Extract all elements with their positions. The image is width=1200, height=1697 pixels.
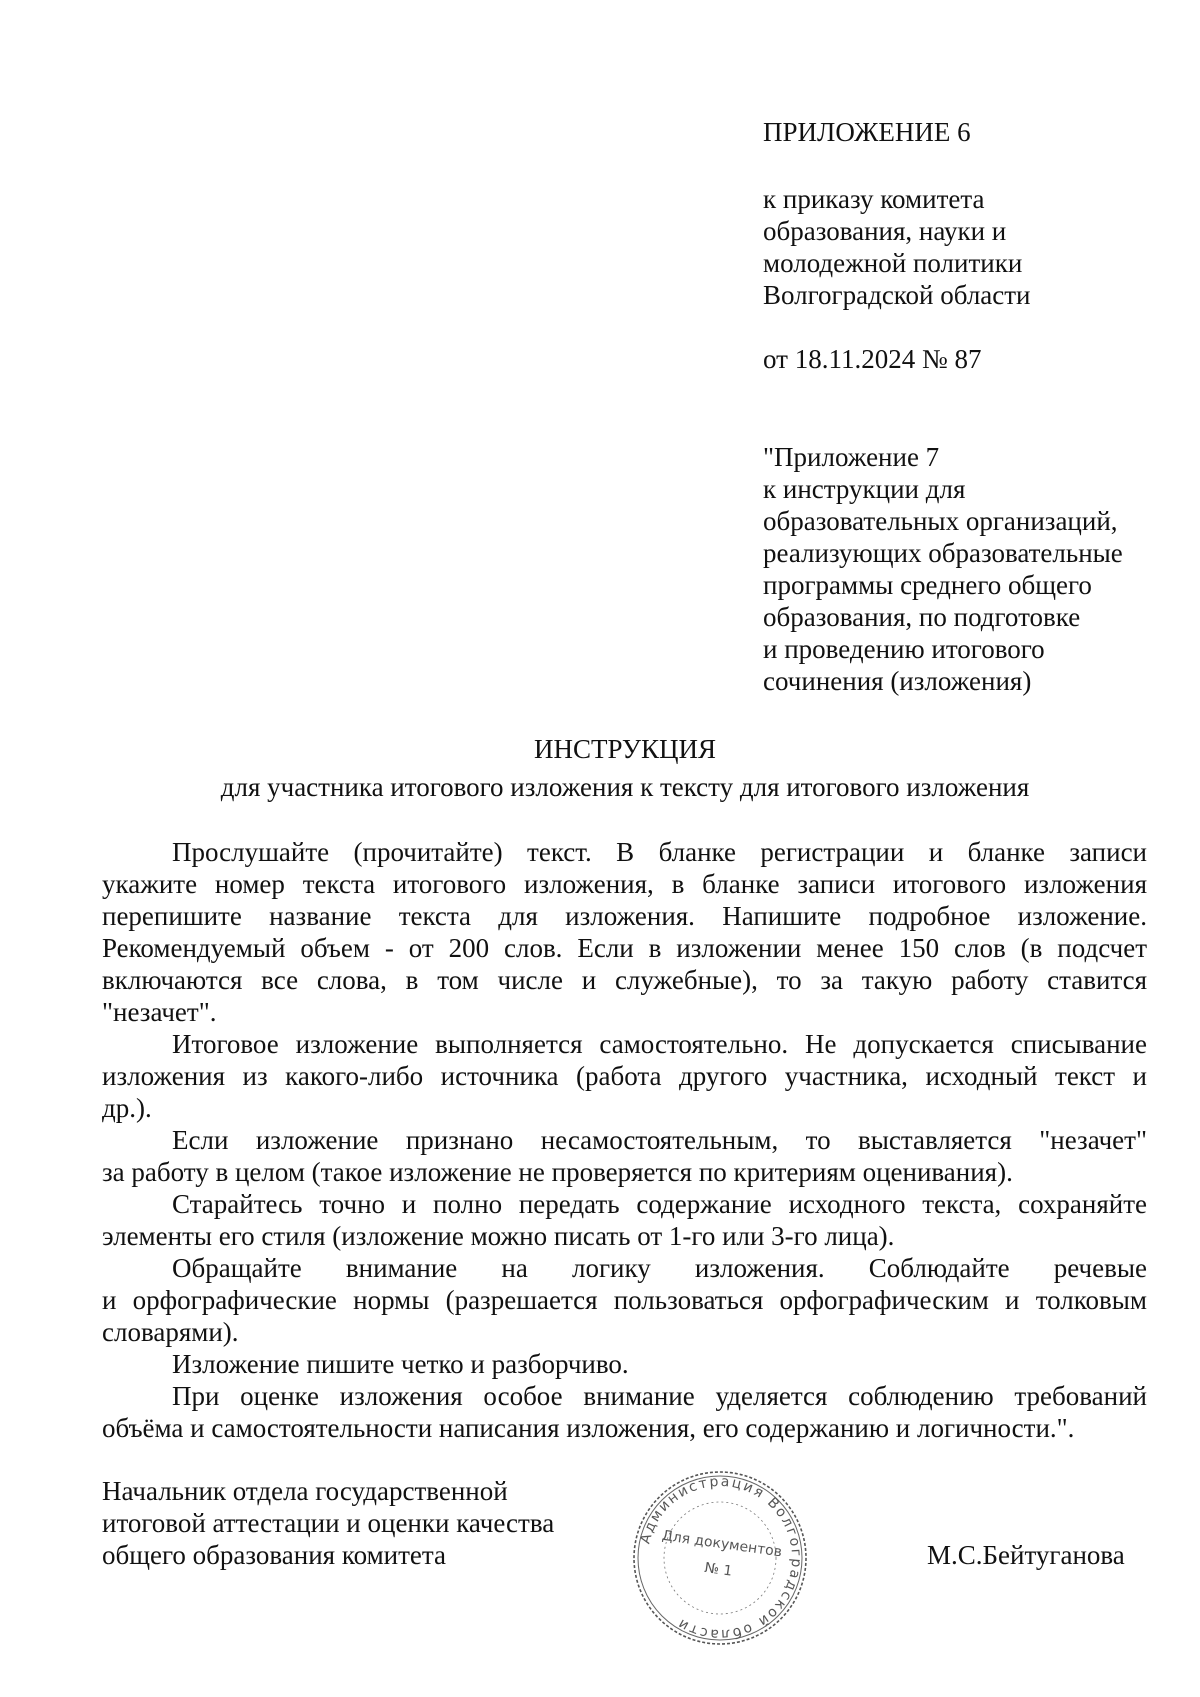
appendix-title: ПРИЛОЖЕНИЕ 6 — [763, 117, 971, 147]
paragraph-line: изложения из какого-либо источника (работа другого участника, исходный текст и — [102, 1061, 1147, 1091]
order-line: Волгоградской области — [763, 280, 1031, 310]
paragraph-line: элементы его стиля (изложение можно писать от 1-го или 3-го лица). — [102, 1221, 895, 1251]
body-paragraph-1 — [102, 836, 1147, 1028]
body-paragraph-2 — [102, 1028, 1147, 1124]
paragraph-line: При оценке изложения особое внимание уделяется соблюдению требований — [172, 1381, 1147, 1411]
paragraph-line: включаются все слова, в том числе и служебные), то за такую работу ставится — [102, 965, 1147, 995]
order-reference: от 18.11.2024 № 87 — [763, 344, 982, 374]
instruction-appendix-line: образовательных организаций, — [763, 506, 1118, 536]
paragraph-line: Изложение пишите четко и разборчиво. — [172, 1349, 629, 1379]
order-line: молодежной политики — [763, 248, 1023, 278]
paragraph-line: Прослушайте (прочитайте) текст. В бланке регистрации и бланке записи — [172, 837, 1147, 867]
paragraph-line: Старайтесь точно и полно передать содержание исходного текста, сохраняйте — [172, 1189, 1147, 1219]
instruction-appendix-line: сочинения (изложения) — [763, 666, 1032, 696]
paragraph-line: перепишите название текста для изложения. Напишите подробное изложение. — [102, 901, 1147, 931]
paragraph-line: укажите номер текста итогового изложения, в бланке записи итогового изложения — [102, 869, 1147, 899]
paragraph-line: Обращайте внимание на логику изложения. Соблюдайте речевые — [172, 1253, 1147, 1283]
paragraph-line: за работу в целом (такое изложение не проверяется по критериям оценивания). — [102, 1157, 1013, 1187]
signatory-position-line: Начальник отдела государственной — [102, 1476, 508, 1506]
signatory-name: М.С.Бейтуганова — [927, 1540, 1125, 1570]
signatory-position-line: общего образования комитета — [102, 1540, 446, 1570]
document-title: ИНСТРУКЦИЯ — [534, 734, 716, 764]
order-line: к приказу комитета — [763, 184, 985, 214]
order-line: образования, науки и — [763, 216, 1007, 246]
body-paragraph-6 — [102, 1348, 1147, 1380]
instruction-appendix-line: "Приложение 7 — [763, 442, 940, 472]
instruction-appendix-line: образования, по подготовке — [763, 602, 1081, 632]
paragraph-line: Итоговое изложение выполняется самостоятельно. Не допускается списывание — [172, 1029, 1147, 1059]
seal-number: № 1 — [703, 1560, 734, 1580]
paragraph-line: словарями). — [102, 1317, 239, 1347]
instruction-appendix-line: и проведению итогового — [763, 634, 1045, 664]
paragraph-line: и орфографические нормы (разрешается пользоваться орфографическим и толковым — [102, 1285, 1147, 1315]
body-paragraph-5 — [102, 1252, 1147, 1348]
signatory-position-line: итоговой аттестации и оценки качества — [102, 1508, 555, 1538]
paragraph-line: Рекомендуемый объем - от 200 слов. Если в изложении менее 150 слов (в подсчет — [102, 933, 1147, 963]
instruction-appendix-line: программы среднего общего — [763, 570, 1092, 600]
paragraph-line: объёма и самостоятельности написания изложения, его содержанию и логичности.". — [102, 1413, 1075, 1443]
seal-inner-text: Для документов — [660, 1527, 783, 1561]
paragraph-line: "незачет". — [102, 997, 217, 1027]
body-paragraph-3 — [102, 1124, 1147, 1188]
seal-outer-text: Администрация Волгоградской области — [637, 1473, 805, 1643]
document-subtitle: для участника итогового изложения к тексту для итогового изложения — [220, 772, 1030, 802]
paragraph-line: Если изложение признано несамостоятельным, то выставляется "незачет" — [172, 1125, 1147, 1155]
body-paragraph-7 — [102, 1380, 1147, 1444]
official-seal — [630, 1468, 810, 1648]
instruction-appendix-line: реализующих образовательные — [763, 538, 1123, 568]
instruction-appendix-line: к инструкции для — [763, 474, 966, 504]
body-paragraph-4 — [102, 1188, 1147, 1252]
paragraph-line: др.). — [102, 1093, 152, 1123]
